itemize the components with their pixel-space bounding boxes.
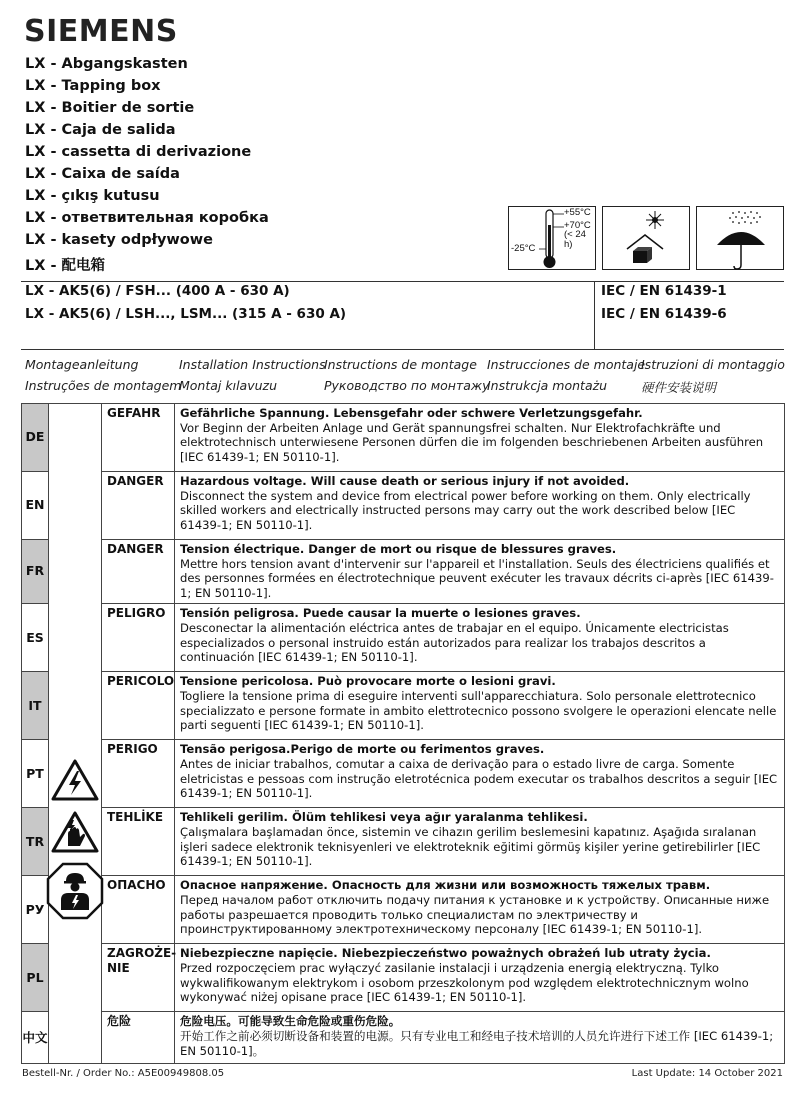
- title-ru: LX - ответвительная коробка: [25, 210, 269, 226]
- warning-body: 开始工作之前必须切断设备和装置的电源。只有专业电工和经电子技术培训的人员允许进行下述工作 [IEC 61439-1; EN 50110-1]。: [180, 1028, 774, 1058]
- safety-row-ru: [22, 876, 785, 944]
- signal-word: DANGER: [102, 540, 175, 604]
- title-fr: LX - Boitier de sortie: [25, 100, 195, 116]
- warning-headline: Gefährliche Spannung. Lebensgefahr oder schwere Verletzungsgefahr.: [180, 406, 643, 420]
- signal-word: ZAGROŻE-NIE: [102, 944, 175, 1012]
- instr-pt: Instruções de montagem: [25, 378, 182, 393]
- safety-row-de: [22, 404, 785, 472]
- warning-text: [175, 540, 785, 604]
- lang-code: 中文: [22, 1012, 49, 1064]
- lang-code: DE: [22, 404, 49, 472]
- signal-word: ОПАСНО: [102, 876, 175, 944]
- title-pl: LX - kasety odpływowe: [25, 232, 213, 248]
- warning-headline: Tensione pericolosa. Può provocare morte o lesioni gravi.: [180, 674, 556, 689]
- temperature-range-icon: [508, 206, 596, 270]
- instr-ru: Руководство по монтажу: [324, 378, 490, 393]
- model-line-1: LX - AK5(6) / FSH... (400 A - 630 A): [25, 283, 290, 299]
- title-it: LX - cassetta di derivazione: [25, 144, 252, 160]
- product-titles: [25, 56, 495, 276]
- temp-max-label: +55°C: [564, 207, 591, 218]
- safety-row-pt: [22, 740, 785, 808]
- signal-word: 危险: [102, 1012, 175, 1064]
- warning-text: [175, 472, 785, 540]
- warning-text: [175, 944, 785, 1012]
- electrical-hazard-icon: [50, 758, 100, 802]
- title-en: LX - Tapping box: [25, 78, 161, 94]
- warning-headline: Tensión peligrosa. Puede causar la muerte o lesiones graves.: [180, 606, 581, 621]
- safety-row-it: [22, 672, 785, 740]
- signal-word: PERIGO: [102, 740, 175, 808]
- warning-text: [175, 1012, 785, 1064]
- instr-zh: 硬件安装说明: [641, 380, 717, 395]
- lang-code: IT: [22, 672, 49, 740]
- title-de: LX - Abgangskasten: [25, 56, 188, 72]
- lang-code: TR: [22, 808, 49, 876]
- safety-symbols: [49, 404, 102, 1064]
- warning-body: Desconectar la alimentación eléctrica antes de trabajar en el equipo. Únicamente electricistas especializados o personal instruido están autorizados para realizar los trabajos descritos a continuación [IEC 61439-1; EN 50110-1].: [180, 620, 729, 665]
- signal-word: GEFAHR: [102, 404, 175, 472]
- title-es: LX - Caja de salida: [25, 122, 176, 138]
- temp-short-label: +70°C: [564, 220, 591, 231]
- warning-headline: Niebezpieczne napięcie. Niebezpieczeństwo poważnych obrażeń lub utraty życia.: [180, 946, 711, 961]
- warning-body: Togliere la tensione prima di eseguire interventi sull'apparecchiatura. Solo personale elettrotecnico specializzato e persone formate in ambito elettrotecnico possono svolgere le operazioni elencate nelle parti seguenti [IEC 61439-1; EN 50110-1].: [180, 688, 777, 733]
- safety-row-es: [22, 604, 785, 672]
- safety-row-zh: [22, 1012, 785, 1064]
- rain-protection-icon: [696, 206, 784, 270]
- warning-headline: Tension électrique. Danger de mort ou risque de blessures graves.: [180, 542, 617, 556]
- lang-code: EN: [22, 472, 49, 540]
- safety-row-tr: [22, 808, 785, 876]
- warning-text: [175, 604, 785, 672]
- instr-es: Instrucciones de montaje: [487, 357, 646, 372]
- warning-body: Çalışmalara başlamadan önce, sistemin ve cihazın gerilim beslemesini kapatınız. Aşağıda sıralanan işleri sadece elektronik teknisyenleri ve elektroteknik eğitimi görmüş kişiler yerine getirebilirler [IEC 61439-1; EN 50110-1].: [180, 824, 761, 869]
- last-update: Last Update: 14 October 2021: [631, 1068, 783, 1079]
- qualified-electrician-icon: [46, 862, 104, 920]
- warning-headline: 危险电压。可能导致生命危险或重伤危险。: [180, 1014, 401, 1029]
- warning-text: [175, 808, 785, 876]
- warning-body: Antes de iniciar trabalhos, comutar a caixa de derivação para o estado livre de carga. Somente eletricistas e pessoas com instrução eletrotécnica podem executar os trabalhos descritos a seguir [IEC 61439-1; EN 50110-1].: [180, 756, 778, 801]
- warning-headline: Tehlikeli gerilim. Ölüm tehlikesi veya ağır yaralanma tehlikesi.: [180, 810, 588, 825]
- warning-body: Перед началом работ отключить подачу питания к установке и к устройству. Описанные ниже работы разрешается проводить только специалистам по электричеству и проинструктированному электротехническому персоналу [IEC 61439-1; EN 50110-1].: [180, 892, 770, 937]
- lang-code: PT: [22, 740, 49, 808]
- signal-word: PELIGRO: [102, 604, 175, 672]
- instr-fr: Instructions de montage: [324, 357, 477, 372]
- standard-2: IEC / EN 61439-6: [601, 306, 727, 322]
- instr-en: Installation Instructions: [179, 357, 326, 372]
- warning-text: [175, 740, 785, 808]
- warning-body: Disconnect the system and device from electrical power before working on them. Only electrically skilled workers and electrically instructed persons may carry out the work described below [IEC 61439-1; EN 50110-1].: [180, 488, 751, 532]
- temp-min-label: -25°C: [511, 243, 536, 254]
- lang-code: ES: [22, 604, 49, 672]
- signal-word: PERICOLO: [102, 672, 175, 740]
- safety-warning-table: [21, 403, 785, 1064]
- warning-body: Przed rozpoczęciem prac wyłączyć zasilanie instalacji i urządzenia energią elektryczną. Tylko wykwalifikowanym elektrykom i osobom przeszkolonym pod względem elektrotechnicznym wolno wykonywać niżej opisane prace [IEC 61439-1; EN 50110-1].: [180, 960, 749, 1005]
- safety-row-en: [22, 472, 785, 540]
- warning-text: [175, 404, 785, 472]
- sun-protection-icon: [602, 206, 690, 270]
- environment-icons: [508, 206, 786, 272]
- warning-headline: Tensão perigosa.Perigo de morte ou ferimentos graves.: [180, 742, 545, 757]
- temp-short-note: (< 24 h): [564, 229, 586, 250]
- warning-text: [175, 672, 785, 740]
- safety-row-fr: [22, 540, 785, 604]
- siemens-logo: SIEMENS: [24, 14, 178, 49]
- warning-headline: Опасное напряжение. Опасность для жизни или возможность тяжелых травм.: [180, 878, 711, 893]
- electric-shock-hand-icon: [50, 810, 100, 854]
- safety-row-pl: [22, 944, 785, 1012]
- warning-text: [175, 876, 785, 944]
- lang-code: PL: [22, 944, 49, 1012]
- title-tr: LX - çıkış kutusu: [25, 188, 160, 204]
- instr-tr: Montaj kılavuzu: [179, 378, 278, 393]
- warning-body: Vor Beginn der Arbeiten Anlage und Gerät spannungsfrei schalten. Nur Elektrofachkräfte und elektrotechnisch unterwiesene Personen dürfen die im folgenden beschriebenen Arbeiten ausführen [IEC 61439-1; EN 50110-1].: [180, 420, 764, 464]
- standard-1: IEC / EN 61439-1: [601, 283, 727, 299]
- signal-word: DANGER: [102, 472, 175, 540]
- instr-de: Montageanleitung: [25, 357, 139, 372]
- warning-body: Mettre hors tension avant d'intervenir sur l'appareil et l'installation. Seuls des électriciens qualifiés et des personnes formées en électrotechnique peuvent exécuter les travaux décrits ci-après [IEC 61439-1; EN 50110-1].: [180, 556, 774, 600]
- warning-headline: Hazardous voltage. Will cause death or serious injury if not avoided.: [180, 474, 630, 488]
- lang-code: РУ: [22, 876, 49, 944]
- lang-code: FR: [22, 540, 49, 604]
- instr-it: Istruzioni di montaggio: [641, 357, 785, 372]
- title-zh: LX - 配电箱: [25, 258, 106, 274]
- model-line-2: LX - AK5(6) / LSH..., LSM... (315 A - 630 A): [25, 306, 347, 322]
- instr-pl: Instrukcja montażu: [487, 378, 608, 393]
- signal-word: TEHLİKE: [102, 808, 175, 876]
- order-number: Bestell-Nr. / Order No.: A5E00949808.05: [22, 1068, 225, 1079]
- title-pt: LX - Caixa de saída: [25, 166, 180, 182]
